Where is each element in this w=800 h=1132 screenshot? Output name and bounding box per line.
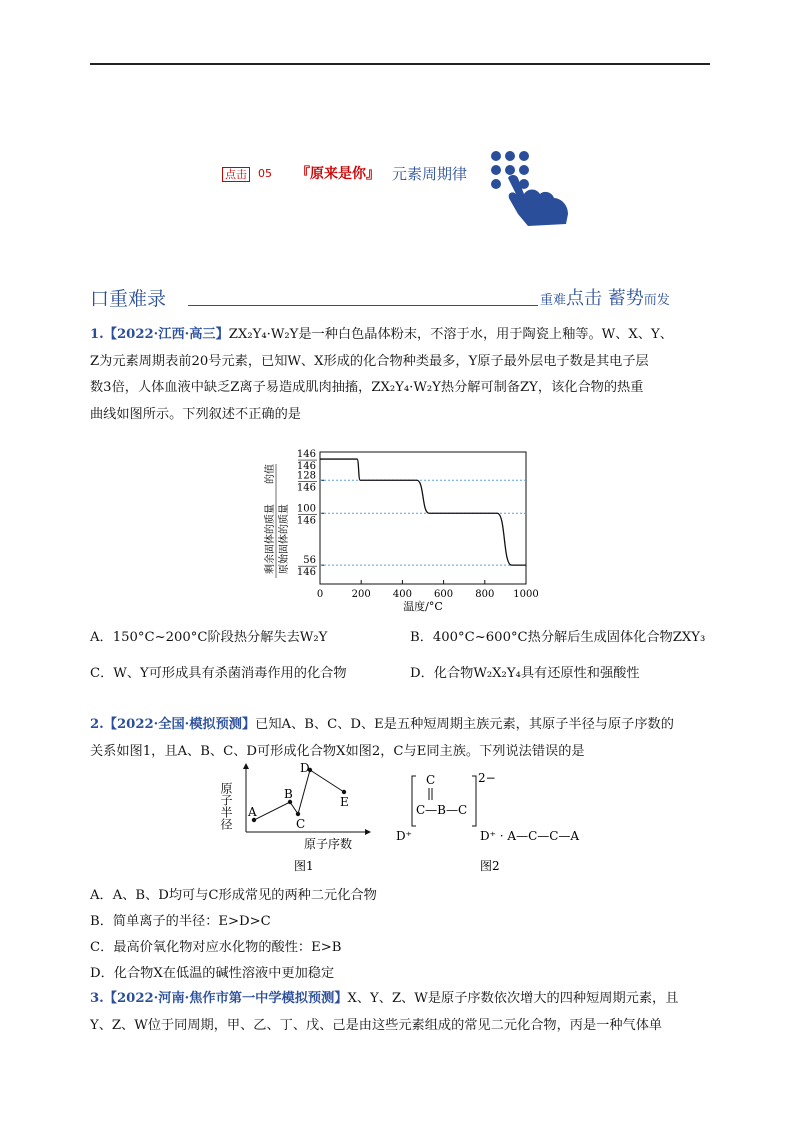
banner xyxy=(222,150,582,230)
q1-option-a-text: A．150°C~200°C阶段热分解失去 xyxy=(90,630,300,645)
fig2-mid: C—B—C xyxy=(416,803,468,817)
x-tick-label-4: 800 xyxy=(475,589,495,600)
x-tick-label-2: 400 xyxy=(392,589,412,600)
y-tick-num-2: 100 xyxy=(296,503,316,515)
fig1-caption: 图1 xyxy=(294,859,314,873)
q1-option-d-text: D．化合物 xyxy=(410,666,474,681)
q1-formula-2: ZX₂Y₄·W₂Y xyxy=(371,380,441,395)
q1-option-a xyxy=(90,626,327,645)
q2-num: 2. xyxy=(90,717,104,732)
x-tick-label-1: 200 xyxy=(351,589,371,600)
q2-option-b: B．简单离子的半径：E>D>C xyxy=(90,914,271,929)
figure-1 xyxy=(219,761,374,874)
banner-quote: 『原来是你』 xyxy=(296,166,380,182)
q1-text-1: 是一种白色晶体粉末，不溶于水，用于陶瓷上釉等。W、X、Y、 xyxy=(298,327,673,342)
y-tick-num-1: 128 xyxy=(296,470,316,482)
slogan-small: 重难 xyxy=(540,293,567,308)
q3-text-2: Y、Z、W位于同周期，甲、乙、丁、戊、己是由这些元素组成的常见二元化合物，丙是一种气体单 xyxy=(90,1017,663,1033)
y-axis-label-suffix: 的值 xyxy=(265,464,276,484)
q1-line3 xyxy=(90,375,712,402)
x-tick-label-5: 1000 xyxy=(513,589,539,600)
question-3 xyxy=(90,986,712,1039)
q2-line1 xyxy=(90,712,712,739)
q3-source: 【2022·河南·焦作市第一中学模拟预测】 xyxy=(103,991,348,1006)
banner-title: 元素周期律 xyxy=(392,165,468,183)
q1-line1 xyxy=(90,322,712,349)
fig2-chain: D⁺ · A—C—C—A xyxy=(480,829,580,843)
fig1-point-c xyxy=(296,812,300,816)
top-rule xyxy=(90,63,710,65)
q1-formula: ZX₂Y₄·W₂Y xyxy=(228,327,299,342)
fig1-label-d: D xyxy=(300,761,310,775)
y-tick-den-1: 146 xyxy=(296,482,316,494)
q1-option-b xyxy=(410,626,705,645)
y-tick-num-0: 146 xyxy=(296,449,316,461)
q1-text-3b: 热分解可制备ZY，该化合物的热重 xyxy=(440,380,644,395)
q3-line1 xyxy=(90,986,712,1013)
q1-text-2: Z为元素周期表前20号元素，已知W、X形成的化合物种类最多，Y原子最外层电子数是其电子层 xyxy=(90,353,649,369)
banner-tag: 点击 xyxy=(222,167,250,182)
fig1-ylabel: 原子半径 xyxy=(219,782,233,830)
fig1-label-a: A xyxy=(248,805,257,819)
pointing-hand-icon xyxy=(488,148,578,228)
fig2-charge: 2− xyxy=(478,771,496,785)
figure-2 xyxy=(394,770,594,874)
section-title: 口重难录 xyxy=(90,288,167,310)
q1-option-b-text: B．400°C~600°C热分解后生成固体化合物 xyxy=(410,630,673,645)
section-underline xyxy=(188,305,538,306)
q1-option-c: C．W、Y可形成具有杀菌消毒作用的化合物 xyxy=(90,666,347,681)
q2-option-c: C．最高价氧化物对应水化物的酸性：E>B xyxy=(90,940,342,955)
banner-num: 05 xyxy=(258,167,272,180)
tg-chart-group xyxy=(263,449,539,613)
fig1-label-e: E xyxy=(340,795,349,809)
slogan-end: 而发 xyxy=(643,293,670,308)
q2-option-d: D．化合物X在低温的碱性溶液中更加稳定 xyxy=(90,966,335,981)
fig1-xlabel: 原子序数 xyxy=(304,837,353,851)
slogan-big: 点击 蓄势 xyxy=(566,288,644,309)
y-tick-den-0: 146 xyxy=(296,461,316,473)
y-tick-den-3: 146 xyxy=(296,567,316,579)
y-tick-den-2: 146 xyxy=(296,515,316,527)
fig2-left-bracket xyxy=(412,776,416,826)
q2-text-2: 关系如图1，且A、B、C、D可形成化合物X如图2，C与E同主族。下列说法错误的是 xyxy=(90,743,585,759)
y-axis-label-top: 剩余固体的质量 xyxy=(265,504,276,574)
fig1-label-c: C xyxy=(296,817,306,831)
fig2-top-atom: C xyxy=(426,773,436,787)
x-tick-label-0: 0 xyxy=(316,589,324,600)
q2-text-1: 已知A、B、C、D、E是五种短周期主族元素，其原子半径与原子序数的 xyxy=(255,717,674,732)
q1-option-d-formula: W₂X₂Y₄ xyxy=(473,666,521,681)
x-axis-label: 温度/°C xyxy=(403,600,443,613)
fig2-d-plus: D⁺ xyxy=(396,829,412,843)
q1-source: 【2022·江西·高三】 xyxy=(103,327,229,342)
q3-num: 3. xyxy=(90,991,104,1006)
x-tick-label-3: 600 xyxy=(434,589,454,600)
q1-option-d-end: 具有还原性和强酸性 xyxy=(520,666,640,681)
fig2-caption: 图2 xyxy=(480,859,500,873)
fig1-point-e xyxy=(342,790,346,794)
q1-option-d xyxy=(410,662,640,681)
y-tick-num-3: 56 xyxy=(303,555,316,567)
fig1-label-b: B xyxy=(284,787,293,801)
tg-chart xyxy=(260,442,550,612)
q2-source: 【2022·全国·模拟预测】 xyxy=(103,717,256,732)
q3-text-1: X、Y、Z、W是原子序数依次增大的四种短周期元素，且 xyxy=(347,991,679,1006)
chart-frame xyxy=(320,452,526,584)
q1-num: 1. xyxy=(90,327,104,342)
question-1 xyxy=(90,322,712,428)
q1-option-a-formula: W₂Y xyxy=(299,630,328,645)
y-axis-label-bottom: 原始固体的质量 xyxy=(279,504,290,574)
question-2 xyxy=(90,712,712,765)
section-slogan xyxy=(540,284,670,310)
q2-option-a: A．A、B、D均可与C形成常见的两种二元化合物 xyxy=(90,888,377,903)
q1-text-3a: 数3倍，人体血液中缺乏Z离子易造成肌肉抽搐， xyxy=(90,380,372,395)
q1-text-4: 曲线如图所示。下列叙述不正确的是 xyxy=(90,406,301,422)
series-line xyxy=(320,459,526,565)
fig2-right-bracket xyxy=(472,776,476,826)
q1-option-b-formula: ZXY₃ xyxy=(672,630,706,645)
